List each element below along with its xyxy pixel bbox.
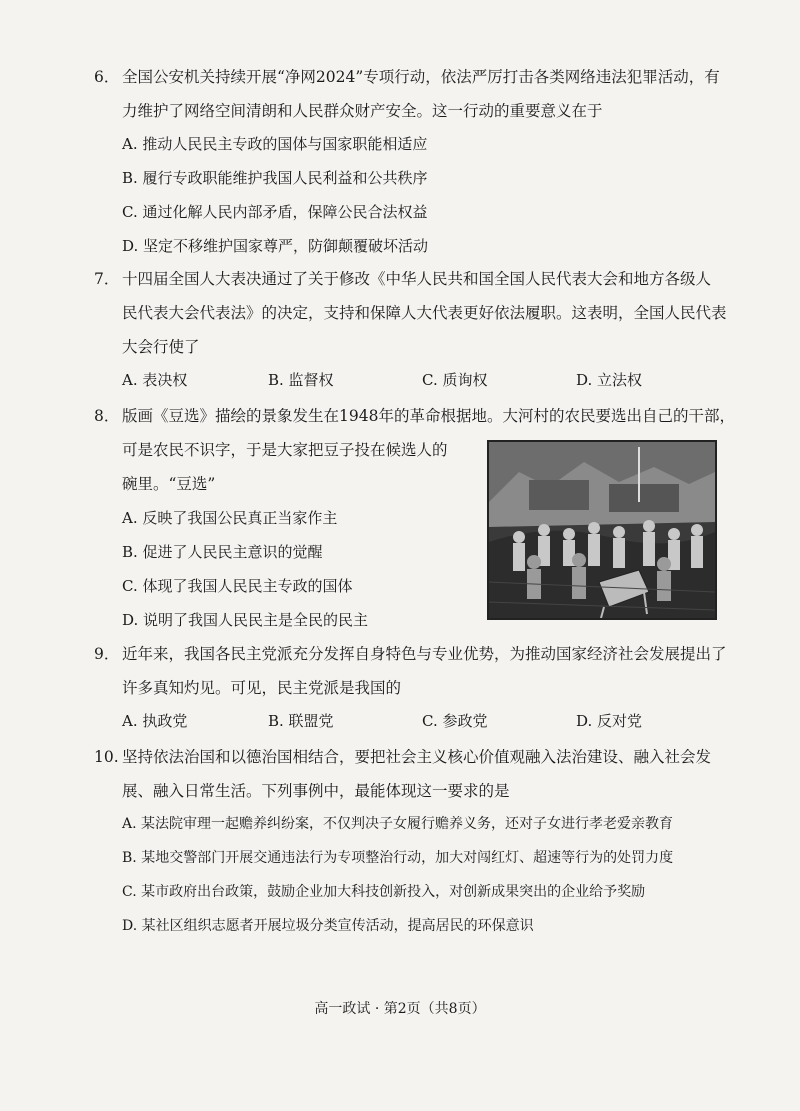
stem-line: 展、融入日常生活。下列事例中，最能体现这一要求的是 xyxy=(122,782,510,800)
option-b: B. 监督权 xyxy=(268,371,334,389)
option-b: B. 某地交警部门开展交通违法行为专项整治行动，加大对闯红灯、超速等行为的处罚力度 xyxy=(122,850,674,866)
option-a: A. 推动人民民主专政的国体与国家职能相适应 xyxy=(122,135,428,153)
option-c: C. 体现了我国人民民主专政的国体 xyxy=(122,577,353,595)
stem-line: 许多真知灼见。可见，民主党派是我国的 xyxy=(122,679,402,697)
stem-line: 十四届全国人大表决通过了关于修改《中华人民共和国全国人民代表大会和地方各级人 xyxy=(122,270,712,288)
stem-line: 全国公安机关持续开展“净网2024”专项行动，依法严厉打击各类网络违法犯罪活动，有 xyxy=(122,68,720,86)
question-number: 8． xyxy=(94,407,120,425)
option-a: A. 某法院审理一起赡养纠纷案，不仅判决子女履行赡养义务，还对子女进行孝老爱亲教育 xyxy=(122,816,674,832)
option-d: D. 说明了我国人民民主是全民的民主 xyxy=(122,611,369,629)
question-number: 7． xyxy=(94,270,120,288)
page-footer: 高一政试 · 第2页（共8页） xyxy=(314,1001,486,1017)
question-number: 6． xyxy=(94,68,120,86)
stem-line: 力维护了网络空间清朗和人民群众财产安全。这一行动的重要意义在于 xyxy=(122,102,603,120)
option-a: A. 执政党 xyxy=(122,712,188,730)
question-stem xyxy=(94,637,734,705)
stem-line: 近年来，我国各民主党派充分发挥自身特色与专业优势，为推动国家经济社会发展提出了 xyxy=(122,645,727,663)
stem-line: 民代表大会代表法》的决定，支持和保障人大代表更好依法履职。这表明，全国人民代表 xyxy=(122,304,727,322)
option-a: A. 反映了我国公民真正当家作主 xyxy=(122,509,338,527)
question-stem xyxy=(94,740,734,808)
question-stem xyxy=(94,60,734,128)
question-number: 10. xyxy=(94,748,119,766)
option-c: C. 参政党 xyxy=(422,712,488,730)
bean-voting-woodcut-illustration xyxy=(489,442,715,618)
question-6 xyxy=(94,60,734,128)
question-10 xyxy=(94,740,734,808)
question-9 xyxy=(94,637,734,705)
option-c: C. 某市政府出台政策，鼓励企业加大科技创新投入，对创新成果突出的企业给予奖励 xyxy=(122,884,646,900)
option-d: D. 坚定不移维护国家尊严，防御颠覆破坏活动 xyxy=(122,237,429,255)
option-c: C. 质询权 xyxy=(422,371,488,389)
stem-line: 碗里。“豆选” xyxy=(122,475,216,493)
option-d: D. 某社区组织志愿者开展垃圾分类宣传活动，提高居民的环保意识 xyxy=(122,918,534,934)
option-b: B. 履行专政职能维护我国人民利益和公共秩序 xyxy=(122,169,428,187)
option-d: D. 反对党 xyxy=(576,712,643,730)
stem-line: 版画《豆选》描绘的景象发生在1948年的革命根据地。大河村的农民要选出自己的干部， xyxy=(122,407,735,425)
question-number: 9． xyxy=(94,645,120,663)
woodcut-print-image xyxy=(487,440,717,620)
stem-line: 坚持依法治国和以德治国相结合，要把社会主义核心价值观融入法治建设、融入社会发 xyxy=(122,748,712,766)
question-7 xyxy=(94,262,734,364)
option-a: A. 表决权 xyxy=(122,371,188,389)
stem-line: 可是农民不识字，于是大家把豆子投在候选人的 xyxy=(122,441,448,459)
option-d: D. 立法权 xyxy=(576,371,643,389)
option-b: B. 促进了人民民主意识的觉醒 xyxy=(122,543,323,561)
option-b: B. 联盟党 xyxy=(268,712,334,730)
option-c: C. 通过化解人民内部矛盾，保障公民合法权益 xyxy=(122,203,428,221)
question-stem xyxy=(94,262,734,364)
stem-line: 大会行使了 xyxy=(122,338,200,356)
